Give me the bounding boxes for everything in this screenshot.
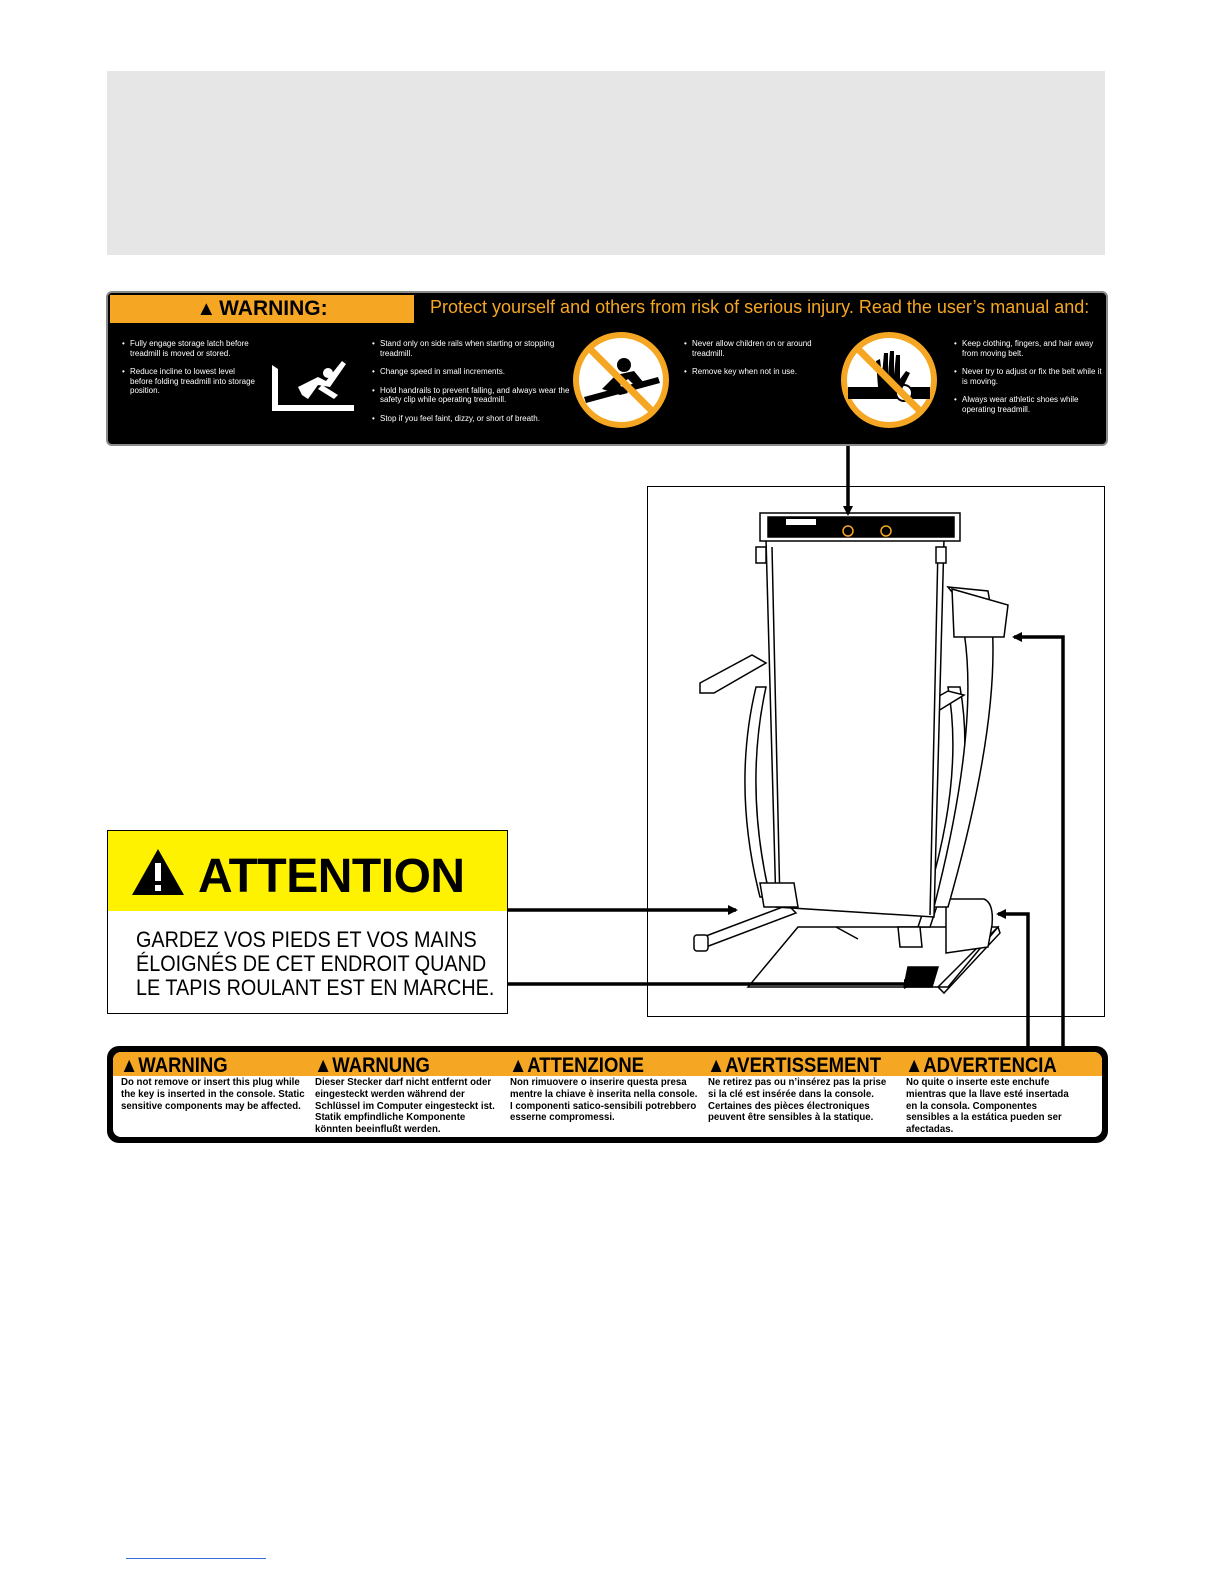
- panel-text-de: Dieser Stecker darf nicht entfernt oder eingesteckt werden während der Schlüssel im Computer eingesteckt ist. Statik empfindliche Komponente könnten beeinflußt werden.: [315, 1076, 495, 1136]
- panel-heading-fr: ▲AVERTISSEMENT: [707, 1054, 882, 1077]
- list-item: • Never try to adjust or fix the belt while it is moving.: [962, 367, 1102, 386]
- warning-triangle-icon: ▲: [196, 297, 217, 320]
- warning-triangle-icon: ▲: [120, 1054, 139, 1077]
- panel-text-it: Non rimuovere o inserire questa presa mentre la chiave è inserita nella console. I componenti satico-sensibili potrebbero esserne compromessi.: [510, 1076, 698, 1124]
- warning-tag: [110, 295, 414, 323]
- warning-tag-label: WARNING:: [219, 297, 328, 320]
- list-item: • Reduce incline to lowest level before folding treadmill into storage position.: [130, 367, 255, 396]
- warning-list-belt: [954, 339, 1102, 423]
- warning-headline: Protect yourself and others from risk of serious injury. Read the user’s manual and:: [430, 297, 1090, 317]
- list-item: • Stand only on side rails when starting or stopping treadmill.: [380, 339, 580, 358]
- panel-text-en: Do not remove or insert this plug while the key is inserted in the console. Static sensitive components may be affected.: [121, 1076, 305, 1112]
- panel-heading-es: ▲ADVERTENCIA: [905, 1054, 1057, 1077]
- falling-person-icon: [268, 355, 358, 415]
- list-item: • Change speed in small increments.: [380, 367, 580, 377]
- panel-text-fr: Ne retirez pas ou n’insérez pas la prise si la clé est insérée dans la console. Certaines des pièces électroniques peuvent être sensibles à la statique.: [708, 1076, 887, 1124]
- list-item: • Keep clothing, fingers, and hair away from moving belt.: [962, 339, 1102, 358]
- warning-triangle-icon: ▲: [707, 1054, 726, 1077]
- no-hand-icon: [840, 331, 938, 429]
- warning-decal-top: [106, 291, 1108, 446]
- attention-sticker: [107, 830, 508, 1014]
- multilingual-warning-decal: [107, 1046, 1108, 1143]
- panel-text-es: No quite o inserte este enchufe mientras que la llave esté insertada en la consola. Componentes sensibles a la estática pueden ser afectadas.: [906, 1076, 1069, 1136]
- list-item: • Remove key when not in use.: [692, 367, 822, 377]
- list-item: • Never allow children on or around treadmill.: [692, 339, 822, 358]
- no-children-icon: [572, 331, 670, 429]
- footer-rule: [126, 1558, 266, 1559]
- treadmill-illustration-panel: [647, 486, 1105, 1017]
- folded-treadmill-illustration: [648, 487, 1106, 1018]
- warning-triangle-icon: ▲: [905, 1054, 924, 1077]
- attention-title: ATTENTION: [198, 850, 465, 903]
- list-item: • Fully engage storage latch before treadmill is moved or stored.: [130, 339, 255, 358]
- attention-line-1: GARDEZ VOS PIEDS ET VOS MAINS: [136, 927, 477, 952]
- warning-triangle-icon: [130, 847, 186, 897]
- warning-list-children: [684, 339, 822, 386]
- attention-line-3: LE TAPIS ROULANT EST EN MARCHE.: [136, 975, 495, 1000]
- panel-heading-it: ▲ATTENZIONE: [509, 1054, 644, 1077]
- list-item: • Stop if you feel faint, dizzy, or short of breath.: [380, 414, 580, 424]
- panel-heading-en: ▲WARNING: [120, 1054, 228, 1077]
- list-item: • Always wear athletic shoes while operating treadmill.: [962, 395, 1102, 414]
- warning-list-operation: [372, 339, 580, 432]
- list-item: • Hold handrails to prevent falling, and always wear the safety clip while operating treadmill.: [380, 386, 580, 405]
- warning-list-storage: [122, 339, 255, 405]
- header-placeholder-box: [107, 71, 1105, 255]
- attention-line-2: ÉLOIGNÉS DE CET ENDROIT QUAND: [136, 951, 487, 976]
- warning-triangle-icon: ▲: [509, 1054, 528, 1077]
- panel-heading-de: ▲WARNUNG: [314, 1054, 430, 1077]
- warning-triangle-icon: ▲: [314, 1054, 333, 1077]
